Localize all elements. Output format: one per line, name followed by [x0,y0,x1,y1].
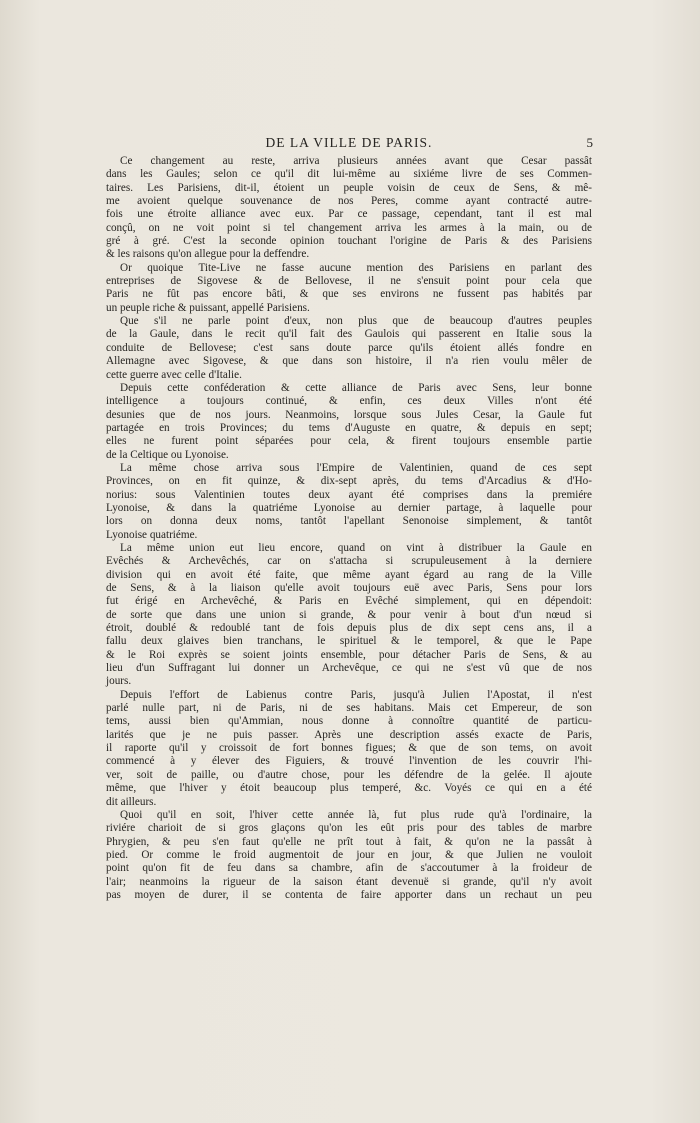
text-line: Lyonoise, & dans la quatriéme Lyonoise au dernier partage, à laquelle pour [106,501,592,514]
page-number: 5 [586,135,594,150]
text-line: Depuis cette conféderation & cette alliance de Paris avec Sens, leur bonne [120,381,592,394]
text-line: il raporte qu'il y croissoit de fort bonnes figues; & que de son tems, on avoit [106,742,592,755]
paragraph [106,262,592,315]
page-text-block [106,135,592,902]
running-header [106,135,592,155]
text-line: Phrygien, & peu s'en faut qu'elle ne prît tout à fait, & qu'on ne la passât à [106,835,592,848]
text-line: La même union eut lieu encore, quand on vint à distribuer la Gaule en [120,541,592,554]
text-line: larités que je ne puis passer. Après une description assés exacte de Paris, [106,728,592,741]
text-line: desunies que de nos jours. Neanmoins, lorsque sous Jules Cesar, la Gaule fut [106,408,592,421]
text-line: Que s'il ne parle point d'eux, non plus que de beaucoup d'autres peuples [120,315,592,328]
text-line: gré à gré. C'est la seconde opinion touchant l'origine de Paris & des Parisiens [106,235,592,248]
text-line: Or quoique Tite-Live ne fasse aucune mention des Parisiens en parlant des [120,261,592,274]
text-line: de la Celtique ou Lyonoise. [106,448,229,461]
text-line: même, que l'hiver y étoit beaucoup plus temperé, &c. Voyés ce qui en a été [106,782,592,795]
text-line: fut érigé en Archevêché, & Paris en Evêché simplement, qui en dépendoit: [106,595,592,608]
text-line: & le Roi exprès se soient joints ensemble, pour détacher Paris de Sens, & au [106,648,592,661]
text-line: riviére charioit de si gros glaçons qu'on les eût pris pour des tables de marbre [106,822,592,835]
text-line: tems, aussi bien qu'Ammian, nous donne à connoître quantité de particu- [106,715,592,728]
text-line: Allemagne avec Sigovese, & que dans son histoire, il n'a rien voulu mêler de [106,355,592,368]
text-line: étroit, doublé & redoublé tant de fois depuis plus de dix sept cens ans, il a [106,622,592,635]
text-line: ver, soit de paille, ou d'autre chose, pour les défendre de la gelée. Il ajoute [106,768,592,781]
paragraph [106,382,592,462]
text-line: Depuis l'effort de Labienus contre Paris, jusqu'à Julien l'Apostat, il n'est [120,688,592,701]
text-line: Evêchés & Archevêchés, car on s'attacha si scrupuleusement à la derniere [106,555,592,568]
body-text [106,155,592,902]
paragraph [106,542,592,689]
text-line: pas moyen de durer, il se contenta de faire apporter dans un rechaut un peu [106,888,592,901]
paragraph [106,809,592,902]
text-line: dans les Gaules; selon ce qu'il dit lui-même au sixiéme livre de ses Commen- [106,168,592,181]
text-line: lieu d'un Suffragant lui donner un Archevêque, ce qui ne s'est vû que de nos [106,662,592,675]
text-line: division qui en avoit été faite, que même ayant égard au rang de la Ville [106,568,592,581]
text-line: de la Gaule, dans le recit qu'il fait des Gaulois qui passerent en Italie sous la [106,328,592,341]
text-line: conduite de Bellovese; c'est sans doute parce qu'ils étoient allés fondre en [106,341,592,354]
text-line: fallu deux glaives bien tranchans, le spirituel & le temporel, & que le Pape [106,635,592,648]
text-line: & les raisons qu'on allegue pour la deffendre. [106,248,310,261]
running-header-title: DE LA VILLE DE PARIS. [265,135,433,150]
text-line: jours. [106,675,132,688]
text-line: cette guerre avec celle d'Italie. [106,368,242,381]
paragraph [106,315,592,382]
text-line: de Sens, & à la liaison qu'elle avoit toujours euë avec Paris, Sens pour lors [106,582,592,594]
text-line: un peuple riche & puissant, appellé Parisiens. [106,301,310,314]
text-line: intelligence a toujours continué, & enfin, ces deux Villes n'ont été [106,395,592,408]
text-line: entreprises de Sigovese & de Bellovese, il ne s'ensuit point pour cela que [106,275,592,288]
text-line: Paris ne fût pas encore bâti, & que ses environs ne fussent pas habités par [106,288,592,301]
text-line: lors on donna deux noms, tantôt l'apellant Senonoise simplement, & tantôt [106,515,592,528]
text-line: me avoient quelque souvenance de nos Peres, comme ayant contracté autre- [106,195,592,208]
text-line: Ce changement au reste, arriva plusieurs années avant que Cesar passât [120,155,592,167]
text-line: La même chose arriva sous l'Empire de Valentinien, quand de ces sept [120,461,592,474]
text-line: fois une étroite alliance avec eux. Par ce passage, cependant, tant il est mal [106,208,592,221]
text-line: de sorte que dans une union si grande, & pour venir à bout d'un nœud si [106,608,592,621]
text-line: Provinces, on en fit quinze, & dix-sept après, du tems d'Arcadius & d'Ho- [106,475,592,488]
text-line: point qu'on fit de feu dans sa chambre, afin de s'accoutumer à la froideur de [106,862,592,875]
text-line: l'air; neanmoins la rigueur de la saison étant devenuë si grande, qu'il n'y avoit [106,875,592,888]
paragraph [106,155,592,262]
paragraph [106,462,592,542]
text-line: dit ailleurs. [106,795,157,808]
text-line: taires. Les Parisiens, dit-il, étoient un peuple voisin de ceux de Sens, & mê- [106,181,592,194]
text-line: conçû, on ne voit point si tel changement arriva les armes à la main, ou de [106,221,592,234]
text-line: Quoi qu'il en soit, l'hiver cette année là, fut plus rude qu'à l'ordinaire, la [120,808,592,821]
text-line: partagée en trois Provinces; du tems d'Auguste en quatre, & depuis en sept; [106,421,592,434]
text-line: elles ne furent point séparées pour cela, & firent toujours ensemble partie [106,435,592,448]
paragraph [106,689,592,809]
text-line: Lyonoise quatriéme. [106,528,198,541]
text-line: pied. Or comme le froid augmentoit de jour en jour, & que Julien ne vouloit [106,848,592,861]
text-line: norius: sous Valentinien toutes deux ayant été comprises dans la premiére [106,488,592,501]
text-line: commencé à y élever des Figuiers, & trouvé l'invention de les couvrir l'hi- [106,755,592,768]
text-line: parlé nulle part, ni de Paris, ni de ses habitans. Mais cet Empereur, de son [106,702,592,715]
